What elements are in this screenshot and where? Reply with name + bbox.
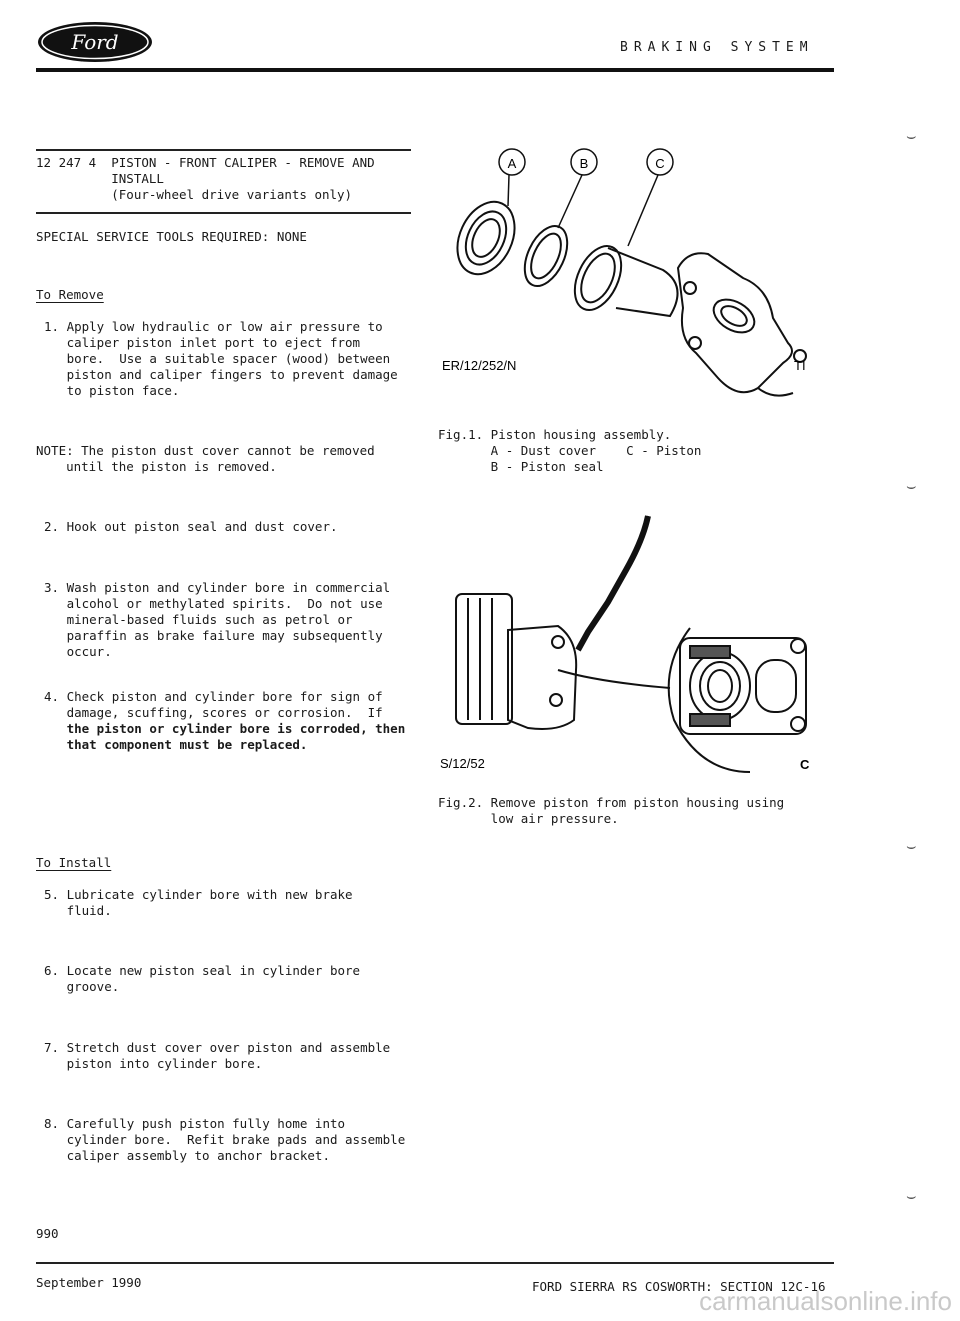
procedure-line-2: INSTALL	[36, 171, 164, 186]
install-step-7: 7. Stretch dust cover over piston and assemble piston into cylinder bore.	[44, 1040, 391, 1071]
remove-heading: To Remove	[36, 287, 104, 302]
margin-tick-icon: ⌣	[906, 1188, 917, 1205]
callout-b: B	[579, 156, 589, 171]
figure-1-caption: Fig.1. Piston housing assembly. A - Dust cover C - Piston B - Piston seal	[438, 427, 702, 474]
procedure-code-line: 12 247 4 PISTON - FRONT CALIPER - REMOVE AND	[36, 155, 375, 170]
system-title: BRAKING SYSTEM	[620, 40, 814, 55]
procedure-line-3: (Four-wheel drive variants only)	[36, 187, 353, 202]
install-step-6: 6. Locate new piston seal in cylinder bore groove.	[44, 963, 361, 994]
margin-tick-icon: ⌣	[906, 128, 917, 145]
ford-logo-text: Ford	[71, 30, 119, 54]
install-heading: To Install	[36, 855, 112, 870]
ford-logo	[36, 20, 154, 64]
margin-tick-icon: ⌣	[906, 838, 917, 855]
watermark: carmanualsonline.info	[699, 1286, 952, 1316]
special-tools-line: SPECIAL SERVICE TOOLS REQUIRED: NONE	[36, 229, 307, 244]
remove-step-3: 3. Wash piston and cylinder bore in commercial alcohol or methylated spirits. Do not use mineral-based fluids such as petrol or paraffin as brake failure may subsequently occur.	[44, 580, 391, 659]
remove-note: NOTE: The piston dust cover cannot be removed until the piston is removed.	[36, 443, 375, 474]
figure-1-ref: ER/12/252/N	[442, 358, 517, 373]
callout-c: C	[655, 156, 665, 171]
figure-1-corner-mark: TI	[794, 358, 806, 373]
callout-a: A	[507, 156, 517, 171]
title-rule-bottom	[36, 212, 411, 214]
figure-2-illustration	[438, 510, 838, 775]
footer-rule	[36, 1262, 834, 1264]
remove-step-4b: the piston or cylinder bore is corroded, then that component must be replaced.	[66, 721, 406, 752]
figure-2-ref: S/12/52	[440, 756, 485, 771]
remove-step-2: 2. Hook out piston seal and dust cover.	[44, 519, 338, 534]
header-rule	[36, 68, 834, 72]
title-rule-top	[36, 149, 411, 151]
remove-step-4a: 4. Check piston and cylinder bore for sign of damage, scuffing, scores or corrosion. If	[44, 689, 383, 720]
page-number: 990	[36, 1226, 59, 1241]
footer-date: September 1990	[36, 1275, 142, 1290]
figure-1-illustration	[438, 138, 838, 410]
install-step-5: 5. Lubricate cylinder bore with new brake fluid.	[44, 887, 353, 918]
install-step-8: 8. Carefully push piston fully home into cylinder bore. Refit brake pads and assemble caliper assembly to anchor bracket.	[44, 1116, 406, 1163]
margin-tick-icon: ⌣	[906, 478, 917, 495]
figure-2-corner-mark: C	[800, 757, 810, 772]
remove-step-1: 1. Apply low hydraulic or low air pressure to caliper piston inlet port to eject from bore. Use a suitable spacer (wood) between piston and caliper fingers to prevent damage to piston face.	[44, 319, 398, 398]
footer-section: FORD SIERRA RS COSWORTH: SECTION 12C-16	[532, 1279, 826, 1294]
figure-2-caption: Fig.2. Remove piston from piston housing using low air pressure.	[438, 795, 785, 826]
